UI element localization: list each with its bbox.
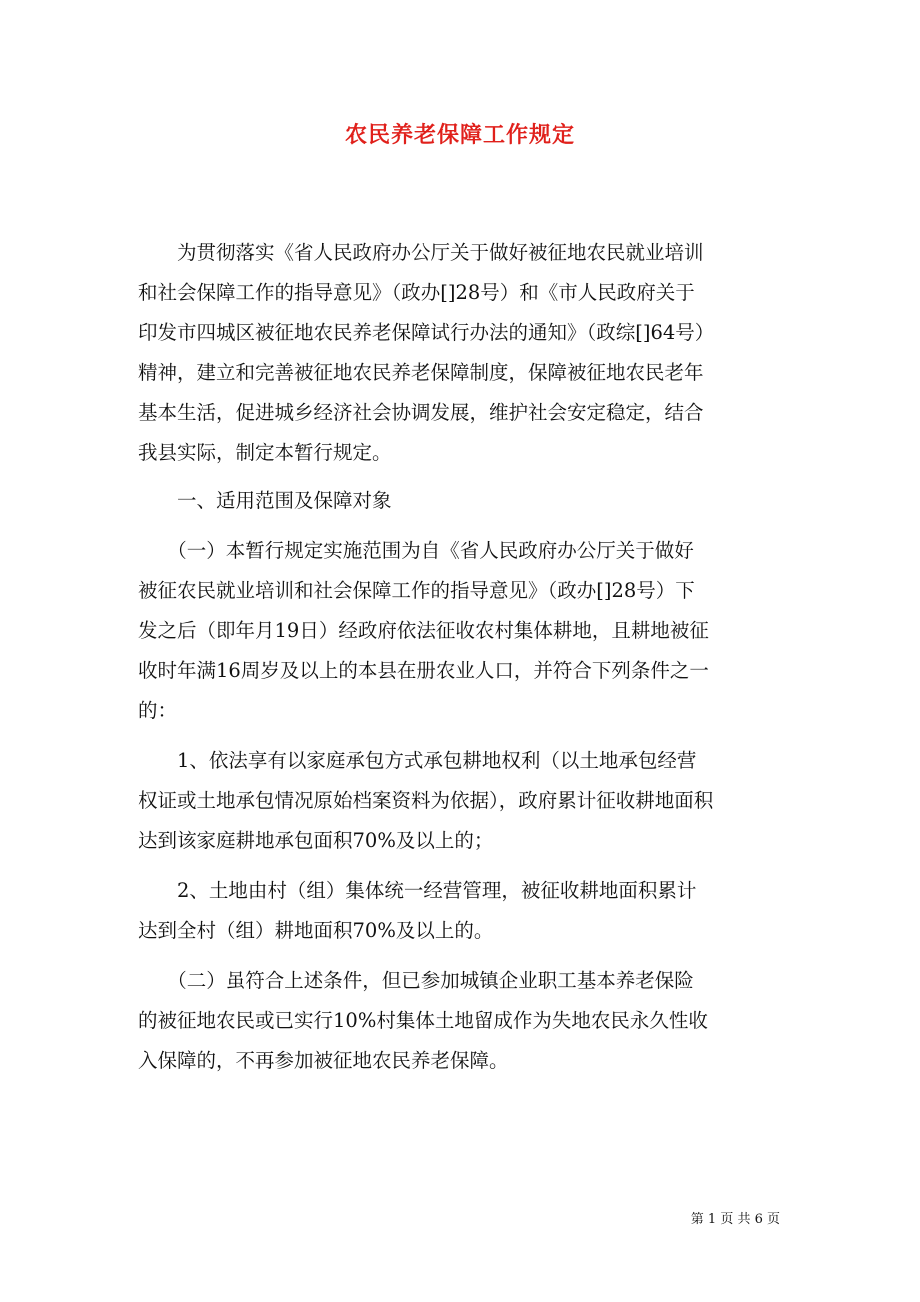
body-line: 精神，建立和完善被征地农民养老保障制度，保障被征地农民老年 bbox=[138, 361, 704, 384]
body-line: 达到全村（组）耕地面积70%及以上的。 bbox=[138, 919, 494, 942]
body-line: 收时年满16周岁及以上的本县在册农业人口，并符合下列条件之一 bbox=[138, 659, 709, 682]
body-line: 被征农民就业培训和社会保障工作的指导意见》（政办[]28号）下 bbox=[138, 579, 695, 602]
body-line: 1、依法享有以家庭承包方式承包耕地权利（以土地承包经营 bbox=[138, 749, 697, 772]
body-line: 的： bbox=[138, 699, 178, 722]
body-line: 权证或土地承包情况原始档案资料为依据），政府累计征收耕地面积 bbox=[138, 789, 714, 812]
body-line: 和社会保障工作的指导意见》（政办[]28号）和《市人民政府关于 bbox=[138, 281, 695, 304]
body-line: （一）本暂行规定实施范围为自《省人民政府办公厅关于做好 bbox=[138, 539, 694, 562]
page-number-footer: 第 1 页 共 6 页 bbox=[690, 1212, 780, 1227]
document-body bbox=[138, 233, 778, 1081]
document-title: 农民养老保障工作规定 bbox=[344, 122, 575, 148]
body-line: 印发市四城区被征地农民养老保障试行办法的通知》（政综[]64号） bbox=[138, 321, 715, 344]
section-heading: 一、适用范围及保障对象 bbox=[138, 489, 392, 512]
body-line: 发之后（即年月19日）经政府依法征收农村集体耕地，且耕地被征 bbox=[138, 619, 709, 642]
body-line: 我县实际，制定本暂行规定。 bbox=[138, 441, 392, 464]
body-line: 基本生活，促进城乡经济社会协调发展，维护社会安定稳定，结合 bbox=[138, 401, 704, 424]
body-line: （二）虽符合上述条件，但已参加城镇企业职工基本养老保险 bbox=[138, 969, 694, 992]
body-line: 达到该家庭耕地承包面积70%及以上的； bbox=[138, 829, 494, 852]
body-line: 为贯彻落实《省人民政府办公厅关于做好被征地农民就业培训 bbox=[138, 241, 704, 264]
body-line: 的被征地农民或已实行10%村集体土地留成作为失地农民永久性收 bbox=[138, 1009, 708, 1032]
body-line: 入保障的，不再参加被征地农民养老保障。 bbox=[138, 1049, 509, 1072]
body-line: 2、土地由村（组）集体统一经营管理，被征收耕地面积累计 bbox=[138, 879, 697, 902]
